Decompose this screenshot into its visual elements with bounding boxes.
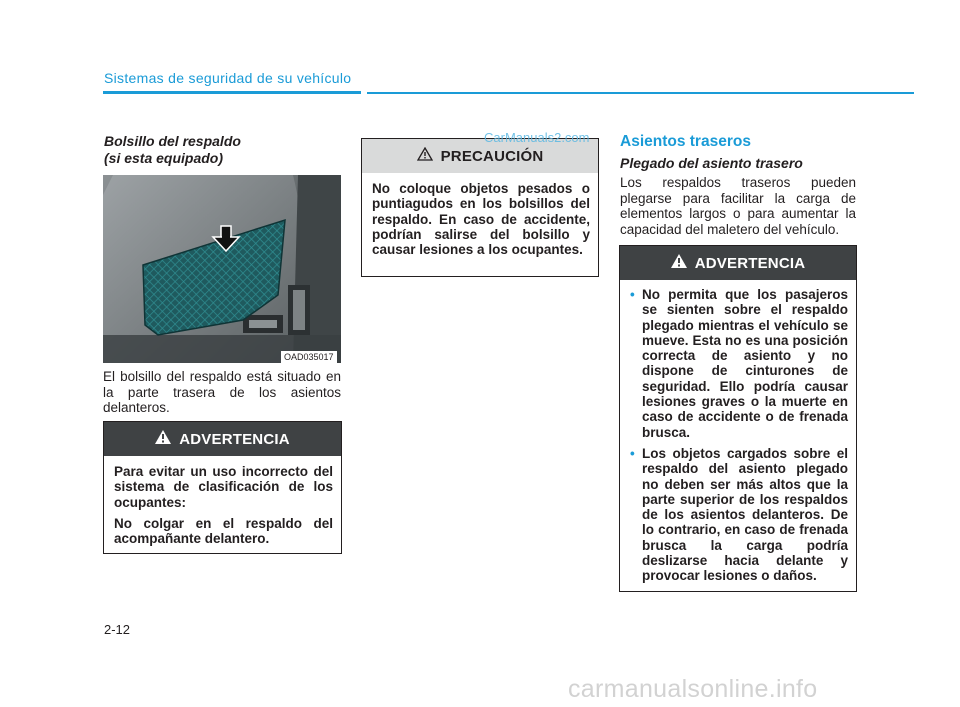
header-rule-accent — [103, 91, 361, 94]
page-number: 2-12 — [104, 622, 131, 637]
warning-box-right — [619, 245, 857, 592]
pocket-subtitle-line1: Bolsillo del respaldo — [104, 133, 241, 149]
warning-box-left-title: ADVERTENCIA — [179, 430, 290, 448]
warning-triangle-icon — [155, 430, 171, 448]
warning-right-item-2: • Los objetos cargados sobre el respaldo del asiento plegado no deben ser más altos que la parte superior de los respaldos de los asientos delanteros. De lo contrario, en caso de frenada brusca la carga podría deslizarse hacia delante y provocar lesiones o daños. — [630, 446, 848, 584]
caution-paragraph: No coloque objetos pesados o puntiagudos en los bolsillos del respaldo. En caso de accidente, podrían salirse del bolsillo y causar lesiones a los ocupantes. — [372, 181, 590, 258]
image-code: OAD035017 — [281, 351, 337, 363]
warning-right-item-1: • No permita que los pasajeros se sienten sobre el respaldo plegado mientras el vehículo se mueve. Esta no es una posición correcta de asiento y no dispone de cinturones de seguridad. Ello podría causar lesiones graves o la muerte en caso de accidente o de frenada brusca. — [630, 287, 848, 440]
rear-seat-folding-subtitle: Plegado del asiento trasero — [620, 155, 803, 171]
caution-box-body — [362, 173, 598, 271]
caution-box — [361, 138, 599, 277]
seatback-pocket-illustration — [103, 175, 341, 363]
warning-triangle-icon — [671, 254, 687, 272]
section-header-title: Sistemas de seguridad de su vehículo — [104, 70, 352, 86]
rear-seats-paragraph: Los respaldos traseros pueden plegarse para facilitar la carga de elementos largos o para aumentar la capacidad del maletero del vehículo. — [620, 175, 856, 237]
warning-left-paragraph-2: No colgar en el respaldo del acompañante delantero. — [114, 515, 333, 547]
watermark-bottom: carmanualsonline.info — [568, 675, 818, 703]
seatback-pocket-photo — [103, 175, 341, 363]
caution-triangle-icon — [417, 147, 433, 165]
header-rule — [367, 92, 914, 94]
warning-box-right-header — [620, 246, 856, 280]
pocket-paragraph: El bolsillo del respaldo está situado en la parte trasera de los asientos delanteros. — [103, 369, 341, 415]
warning-right-list — [630, 287, 848, 584]
watermark-top: CarManuals2.com — [484, 130, 590, 145]
warning-box-left — [103, 421, 342, 554]
warning-left-paragraph-1: Para evitar un uso incorrecto del sistema de clasificación de los ocupantes: — [114, 464, 333, 510]
caution-box-title: PRECAUCIÓN — [440, 147, 544, 165]
pocket-subtitle-line2: (si esta equipado) — [104, 150, 224, 166]
warning-box-left-header — [104, 422, 341, 456]
rear-seats-title: Asientos traseros — [620, 133, 751, 150]
warning-box-left-body — [104, 456, 341, 560]
warning-box-right-title: ADVERTENCIA — [694, 254, 806, 272]
pocket-subtitle — [104, 133, 241, 167]
warning-box-right-body — [620, 280, 856, 598]
